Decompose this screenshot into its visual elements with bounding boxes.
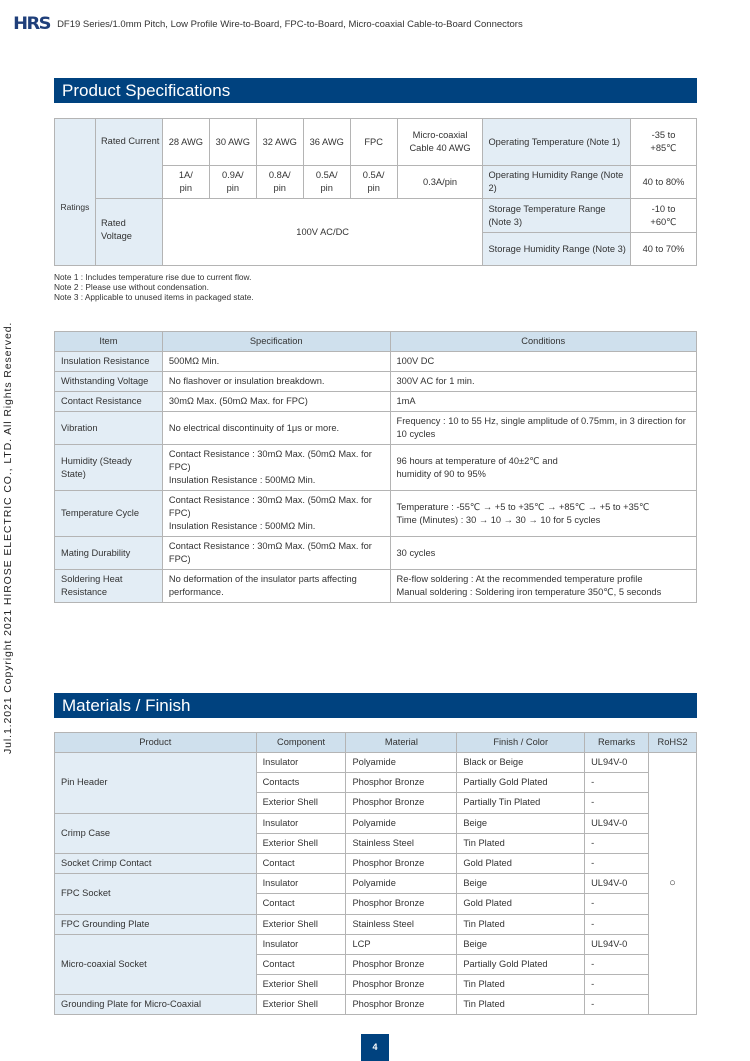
current-value-cell: 0.3A/pin [397,166,483,199]
env-label: Operating Temperature (Note 1) [483,119,631,166]
rated-current-label: Rated Current [95,119,162,199]
text-line: Insulation Resistance : 500MΩ Min. [168,475,316,485]
material-component: Exterior Shell [256,833,346,853]
material-remarks: - [585,773,649,793]
material-product: Grounding Plate for Micro-Coaxial [55,995,257,1015]
material-row [55,995,697,1015]
col-header-rohs2: RoHS2 [649,733,697,753]
ratings-table [54,118,697,266]
spec-item: Mating Durability [55,537,163,570]
text-line: humidity of 90 to 95% [396,468,486,479]
material-component: Insulator [256,874,346,894]
spec-item: Vibration [55,412,163,445]
current-type-cell: 36 AWG [303,119,350,166]
spec-row [55,372,697,392]
text-line: Frequency : 10 to 55 Hz, single amplitude of 0.75mm, in 3 direction for 10 cycles [396,416,686,439]
col-header-remarks: Remarks [585,733,649,753]
text-line: Re-flow soldering : At the recommended temperature profile [396,574,643,584]
ratings-label: Ratings [55,119,96,266]
spec-specification [162,352,390,372]
spec-specification [162,491,390,537]
current-value-cell: 0.8A/ pin [256,166,303,199]
text-line: No flashover or insulation breakdown. [168,376,325,386]
page-header [14,14,523,34]
material-finish: Black or Beige [457,753,585,773]
env-value: 40 to 80% [631,166,697,199]
col-header-product: Product [55,733,257,753]
spec-conditions [390,352,696,372]
materials-table [54,732,697,1015]
spec-item: Soldering Heat Resistance [55,570,163,603]
notes [54,272,254,302]
material-component: Contact [256,853,346,873]
material-component: Contacts [256,773,346,793]
material-material: Stainless Steel [346,914,457,934]
material-finish: Partially Gold Plated [457,954,585,974]
spec-specification [162,570,390,603]
material-product: Socket Crimp Contact [55,853,257,873]
spec-row [55,445,697,491]
col-header-component: Component [256,733,346,753]
spec-row [55,392,697,412]
material-row [55,874,697,894]
col-header-conditions: Conditions [390,332,696,352]
text-line: Contact Resistance : 30mΩ Max. (50mΩ Max. for FPC) [168,495,372,518]
current-value-cell: 0.5A/ pin [303,166,350,199]
env-value: -35 to +85℃ [631,119,697,166]
material-component: Insulator [256,934,346,954]
material-component: Contact [256,894,346,914]
current-type-cell: 28 AWG [162,119,209,166]
material-material: Phosphor Bronze [346,773,457,793]
material-component: Exterior Shell [256,975,346,995]
note-3: Note 3 : Applicable to unused items in packaged state. [54,292,254,302]
text-line: 30mΩ Max. (50mΩ Max. for FPC) [168,396,308,406]
spec-row [55,570,697,603]
text-line: Temperature : -55℃ → +5 to +35℃ → +85℃ → +5 to +35℃ [396,501,650,512]
spec-conditions [390,372,696,392]
material-row [55,753,697,773]
material-material: Phosphor Bronze [346,894,457,914]
material-finish: Tin Plated [457,914,585,934]
spec-row [55,352,697,372]
rohs2-compliant-mark: ○ [649,753,697,1015]
material-product: FPC Socket [55,874,257,914]
note-1: Note 1 : Includes temperature rise due to current flow. [54,272,252,282]
spec-conditions [390,491,696,537]
material-material: Phosphor Bronze [346,793,457,813]
material-remarks: UL94V-0 [585,934,649,954]
material-material: Polyamide [346,874,457,894]
spec-conditions [390,570,696,603]
material-product: Crimp Case [55,813,257,853]
spec-conditions [390,412,696,445]
material-row [55,914,697,934]
hrs-logo: HRS [13,14,50,34]
current-type-cell: Micro-coaxial Cable 40 AWG [397,119,483,166]
material-finish: Beige [457,874,585,894]
env-label: Storage Temperature Range (Note 3) [483,199,631,233]
env-value: -10 to +60℃ [631,199,697,233]
spec-conditions [390,445,696,491]
spec-item: Insulation Resistance [55,352,163,372]
material-component: Insulator [256,753,346,773]
material-product: Micro-coaxial Socket [55,934,257,995]
material-component: Contact [256,954,346,974]
material-remarks: - [585,833,649,853]
specifications-table [54,331,697,603]
material-remarks: - [585,914,649,934]
material-finish: Partially Gold Plated [457,773,585,793]
material-component: Exterior Shell [256,995,346,1015]
note-2: Note 2 : Please use without condensation. [54,282,209,292]
page-number: 4 [361,1034,389,1061]
text-line: 1mA [396,396,416,406]
spec-conditions [390,537,696,570]
material-material: Phosphor Bronze [346,975,457,995]
spec-row [55,491,697,537]
material-remarks: - [585,954,649,974]
text-line: 300V AC for 1 min. [396,376,475,386]
env-label: Operating Humidity Range (Note 2) [483,166,631,199]
material-component: Exterior Shell [256,914,346,934]
spec-item: Temperature Cycle [55,491,163,537]
material-row [55,813,697,833]
text-line: No electrical discontinuity of 1μs or more. [168,422,340,433]
current-value-cell: 0.9A/ pin [209,166,256,199]
material-finish: Tin Plated [457,833,585,853]
material-finish: Gold Plated [457,853,585,873]
material-row [55,853,697,873]
current-value-cell: 1A/ pin [162,166,209,199]
material-row [55,934,697,954]
material-remarks: UL94V-0 [585,753,649,773]
material-material: Polyamide [346,813,457,833]
material-finish: Beige [457,813,585,833]
material-remarks: - [585,853,649,873]
spec-specification [162,372,390,392]
material-finish: Tin Plated [457,975,585,995]
document-title: DF19 Series/1.0mm Pitch, Low Profile Wire-to-Board, FPC-to-Board, Micro-coaxial Cable-to-Board Connectors [57,18,523,30]
rated-voltage-value: 100V AC/DC [162,199,483,266]
text-line: Time (Minutes) : 30 → 10 → 30 → 10 for 5 cycles [396,514,601,525]
spec-specification [162,412,390,445]
section-title-materials-finish: Materials / Finish [54,693,697,718]
material-product: Pin Header [55,753,257,814]
material-material: Phosphor Bronze [346,853,457,873]
material-remarks: - [585,975,649,995]
material-remarks: UL94V-0 [585,813,649,833]
material-material: Polyamide [346,753,457,773]
spec-item: Contact Resistance [55,392,163,412]
material-finish: Gold Plated [457,894,585,914]
col-header-specification: Specification [162,332,390,352]
spec-item: Withstanding Voltage [55,372,163,392]
spec-specification [162,392,390,412]
material-material: Phosphor Bronze [346,995,457,1015]
spec-row [55,412,697,445]
env-value: 40 to 70% [631,233,697,266]
spec-specification [162,537,390,570]
copyright-side-text: Jul.1.2021 Copyright 2021 HIROSE ELECTRIC CO., LTD. All Rights Reserved. [2,321,14,754]
text-line: Contact Resistance : 30mΩ Max. (50mΩ Max. for FPC) [168,541,372,564]
rated-voltage-label: Rated Voltage [95,199,162,266]
env-label: Storage Humidity Range (Note 3) [483,233,631,266]
material-material: Stainless Steel [346,833,457,853]
material-material: LCP [346,934,457,954]
text-line: 96 hours at temperature of 40±2℃ and [396,455,558,466]
material-finish: Partially Tin Plated [457,793,585,813]
col-header-item: Item [55,332,163,352]
spec-row [55,537,697,570]
material-remarks: UL94V-0 [585,874,649,894]
text-line: No deformation of the insulator parts affecting performance. [168,574,357,597]
current-type-cell: 32 AWG [256,119,303,166]
material-remarks: - [585,793,649,813]
material-product: FPC Grounding Plate [55,914,257,934]
spec-specification [162,445,390,491]
col-header-material: Material [346,733,457,753]
material-component: Exterior Shell [256,793,346,813]
text-line: Manual soldering : Soldering iron temperature 350℃, 5 seconds [396,587,662,597]
text-line: 30 cycles [396,547,436,558]
current-type-cell: FPC [350,119,397,166]
current-value-cell: 0.5A/ pin [350,166,397,199]
material-finish: Tin Plated [457,995,585,1015]
text-line: Contact Resistance : 30mΩ Max. (50mΩ Max. for FPC) [168,449,372,472]
col-header-finish: Finish / Color [457,733,585,753]
text-line: Insulation Resistance : 500MΩ Min. [168,521,316,531]
material-component: Insulator [256,813,346,833]
current-type-cell: 30 AWG [209,119,256,166]
material-remarks: - [585,995,649,1015]
material-material: Phosphor Bronze [346,954,457,974]
spec-item: Humidity (Steady State) [55,445,163,491]
text-line: 100V DC [396,356,435,366]
text-line: 500MΩ Min. [168,356,220,366]
spec-conditions [390,392,696,412]
material-finish: Beige [457,934,585,954]
material-remarks: - [585,894,649,914]
section-title-product-specifications: Product Specifications [54,78,697,103]
